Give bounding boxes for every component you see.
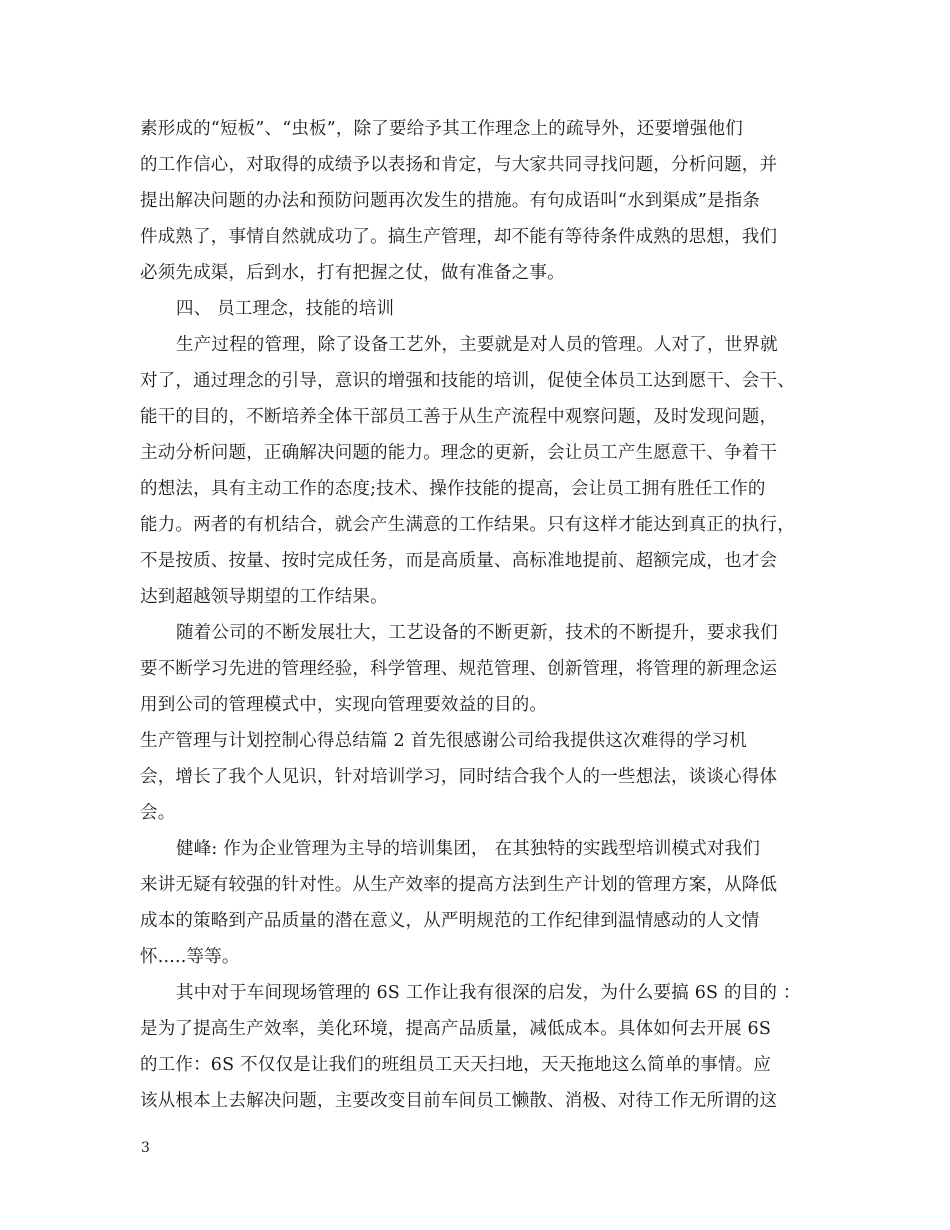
text-line: 素形成的“短板”、“虫板”，除了要给予其工作理念上的疏导外，还要增强他们 <box>140 119 743 139</box>
text-line: 的想法，具有主动工作的态度;技术、操作技能的提高，会让员工拥有胜任工作的 <box>140 479 766 499</box>
text-line: 生产过程的管理，除了设备工艺外，主要就是对人员的管理。人对了，世界就 <box>176 335 778 355</box>
text-line: 会。 <box>140 803 176 823</box>
text-line: 不是按质、按量、按时完成任务，而是高质量、高标准地提前、超额完成，也才会 <box>140 551 778 571</box>
text-line: 达到超越领导期望的工作结果。 <box>140 587 388 607</box>
text-line: 的工作：6S 不仅仅是让我们的班组员工天天扫地，天天拖地这么简单的事情。应 <box>140 1055 772 1075</box>
text-line: 用到公司的管理模式中，实现向管理要效益的目的。 <box>140 695 548 715</box>
text-line: 对了，通过理念的引导，意识的增强和技能的培训，促使全体员工达到愿干、会干、 <box>140 371 795 391</box>
text-line: 其中对于车间现场管理的 6S 工作让我有很深的启发，为什么要搞 6S 的目的 ： <box>176 983 801 1003</box>
text-line: 能干的目的，不断培养全体干部员工善于从生产流程中观察问题，及时发现问题， <box>140 407 778 427</box>
text-line: 怀.....等等。 <box>140 947 240 967</box>
text-line: 提出解决问题的办法和预防问题再次发生的措施。有句成语叫“水到渠成”是指条 <box>140 191 761 211</box>
text-line: 来讲无疑有较强的针对性。从生产效率的提高方法到生产计划的管理方案，从降低 <box>140 875 778 895</box>
text-line: 该从根本上去解决问题，主要改变目前车间员工懒散、消极、对待工作无所谓的这 <box>140 1091 778 1111</box>
text-line: 要不断学习先进的管理经验，科学管理、规范管理、创新管理，将管理的新理念运 <box>140 659 778 679</box>
section-heading: 四、 员工理念，技能的培训 <box>176 299 395 319</box>
text-line: 件成熟了，事情自然就成功了。搞生产管理，却不能有等待条件成熟的思想，我们 <box>140 227 778 247</box>
text-line: 会，增长了我个人见识，针对培训学习，同时结合我个人的一些想法，谈谈心得体 <box>140 767 778 787</box>
text-line: 健峰: 作为企业管理为主导的培训集团， 在其独特的实践型培训模式对我们 <box>176 839 761 859</box>
text-line: 能力。两者的有机结合，就会产生满意的工作结果。只有这样才能达到真正的执行， <box>140 515 795 535</box>
text-line: 随着公司的不断发展壮大，工艺设备的不断更新，技术的不断提升，要求我们 <box>176 623 778 643</box>
article-title-line: 生产管理与计划控制心得总结篇 2 首先很感谢公司给我提供这次难得的学习机 <box>140 731 747 751</box>
text-line: 成本的策略到产品质量的潜在意义，从严明规范的工作纪律到温情感动的人文情 <box>140 911 760 931</box>
text-line: 主动分析问题，正确解决问题的能力。理念的更新，会让员工产生愿意干、争着干 <box>140 443 778 463</box>
page-number: 3 <box>141 1140 150 1156</box>
text-line: 必须先成渠，后到水，打有把握之仗，做有准备之事。 <box>140 263 565 283</box>
text-line: 是为了提高生产效率，美化环境，提高产品质量，减低成本。具体如何去开展 6S <box>140 1019 772 1039</box>
text-line: 的工作信心，对取得的成绩予以表扬和肯定，与大家共同寻找问题，分析问题，并 <box>140 155 778 175</box>
